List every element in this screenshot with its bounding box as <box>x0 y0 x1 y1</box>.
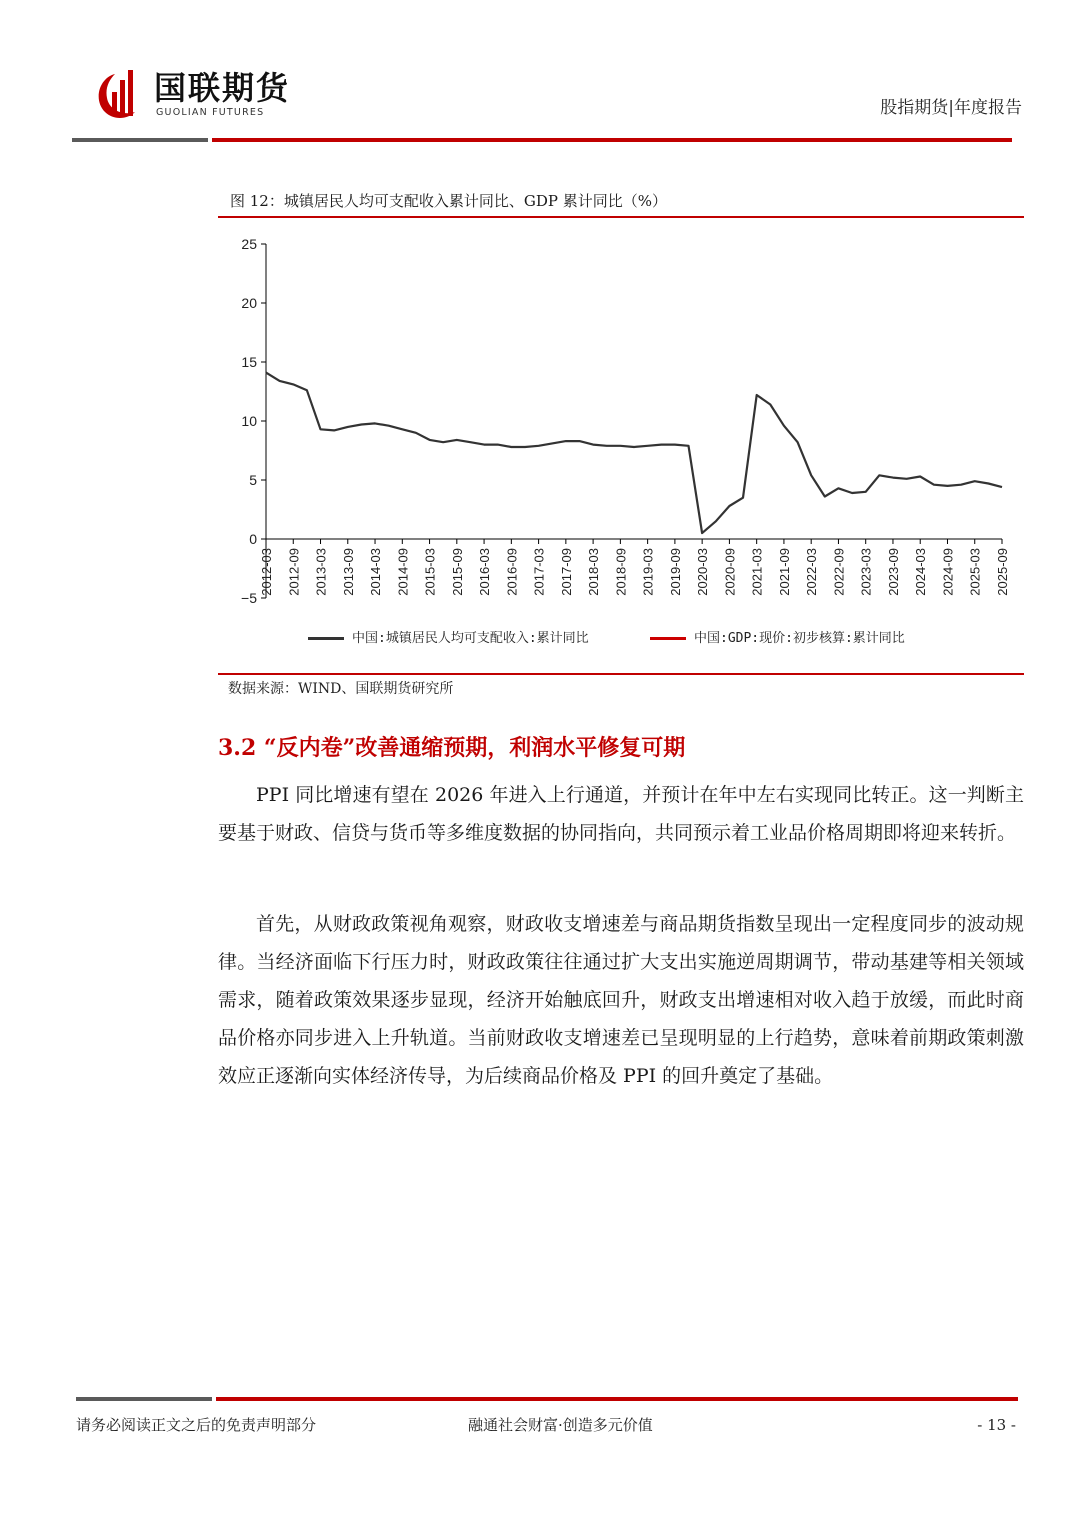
x-tick-label: 2012-09 <box>286 548 302 596</box>
page-number: - 13 - <box>977 1416 1016 1434</box>
x-tick-label: 2012-03 <box>259 548 274 596</box>
footer-slogan: 融通社会财富·创造多元价值 <box>468 1416 653 1434</box>
x-tick-label: 2020-03 <box>695 548 711 596</box>
y-tick-label: 10 <box>241 413 257 429</box>
y-tick-label: 20 <box>241 295 257 311</box>
x-tick-label: 2013-09 <box>340 548 356 596</box>
x-tick-label: 2017-03 <box>531 548 547 596</box>
x-tick-label: 2025-09 <box>995 548 1010 596</box>
paragraph-1: PPI 同比增速有望在 2026 年进入上行通道，并预计在年中左右实现同比转正。这一判断主要基于财政、信贷与货币等多维度数据的协同指向，共同预示着工业品价格周期即将迎来转折。 <box>218 784 1024 844</box>
x-tick-label: 2022-03 <box>804 548 820 596</box>
y-tick-label: 15 <box>241 354 257 370</box>
logo-chinese-name: 国联期货 <box>154 69 291 107</box>
footer-rule-red <box>216 1397 1018 1401</box>
x-tick-label: 2016-09 <box>504 548 520 596</box>
x-tick-label: 2015-09 <box>449 548 465 596</box>
y-tick-label: 5 <box>249 472 257 488</box>
x-tick-label: 2025-03 <box>967 548 983 596</box>
legend-label-income: 中国:城镇居民人均可支配收入:累计同比 <box>352 631 589 646</box>
x-tick-label: 2023-09 <box>885 548 901 596</box>
series-line-income <box>266 373 1002 533</box>
y-tick-label: −5 <box>241 590 257 606</box>
company-logo-icon <box>95 66 143 122</box>
y-tick-label: 25 <box>241 236 257 252</box>
footer-rule-gray <box>76 1397 212 1401</box>
x-tick-label: 2018-09 <box>613 548 629 596</box>
section-title: 3.2 “反内卷”改善通缩预期，利润水平修复可期 <box>218 735 686 761</box>
x-tick-label: 2023-03 <box>858 548 874 596</box>
header-rule-gray <box>72 138 208 142</box>
x-tick-label: 2022-09 <box>831 548 847 596</box>
figure-bottom-rule <box>218 673 1024 675</box>
x-tick-label: 2021-03 <box>749 548 765 596</box>
x-tick-label: 2014-09 <box>395 548 411 596</box>
x-tick-label: 2019-03 <box>640 548 656 596</box>
x-tick-label: 2021-09 <box>776 548 792 596</box>
legend-swatch-income <box>308 637 344 640</box>
figure-source: 数据来源：WIND、国联期货研究所 <box>228 681 454 697</box>
figure-title: 图 12：城镇居民人均可支配收入累计同比、GDP 累计同比（%） <box>230 192 667 210</box>
report-type-label: 股指期货|年度报告 <box>880 98 1022 118</box>
x-tick-label: 2017-09 <box>558 548 574 596</box>
x-tick-label: 2018-03 <box>586 548 602 596</box>
x-tick-label: 2020-09 <box>722 548 738 596</box>
x-tick-label: 2013-03 <box>313 548 329 596</box>
x-tick-label: 2024-09 <box>940 548 956 596</box>
x-tick-label: 2014-03 <box>368 548 384 596</box>
x-tick-label: 2016-03 <box>477 548 493 596</box>
footer-disclaimer: 请务必阅读正文之后的免责声明部分 <box>76 1416 317 1434</box>
legend-item-gdp <box>650 632 905 645</box>
figure-title-rule <box>218 216 1024 218</box>
line-chart <box>218 232 1024 612</box>
x-tick-label: 2019-09 <box>667 548 683 596</box>
x-tick-label: 2015-03 <box>422 548 438 596</box>
legend-item-income <box>308 632 589 645</box>
logo-english-name: GUOLIAN FUTURES <box>156 107 265 118</box>
paragraph-2: 首先，从财政政策视角观察，财政收支增速差与商品期货指数呈现出一定程度同步的波动规律。当经济面临下行压力时，财政政策往往通过扩大支出实施逆周期调节，带动基建等相关领域需求，随着政策效果逐步显现，经济开始触底回升，财政支出增速相对收入趋于放缓，而此时商品价格亦同步进入上升轨道。当前财政收支增速差已呈现明显的上行趋势，意味着前期政策刺激效应正逐渐向实体经济传导，为后续商品价格及 PPI 的回升奠定了基础。 <box>218 913 1024 1087</box>
header-rule-red <box>212 138 1012 142</box>
legend-label-gdp: 中国:GDP:现价:初步核算:累计同比 <box>694 631 905 646</box>
legend-swatch-gdp <box>650 637 686 640</box>
x-tick-label: 2024-03 <box>913 548 929 596</box>
y-tick-label: 0 <box>249 531 257 547</box>
